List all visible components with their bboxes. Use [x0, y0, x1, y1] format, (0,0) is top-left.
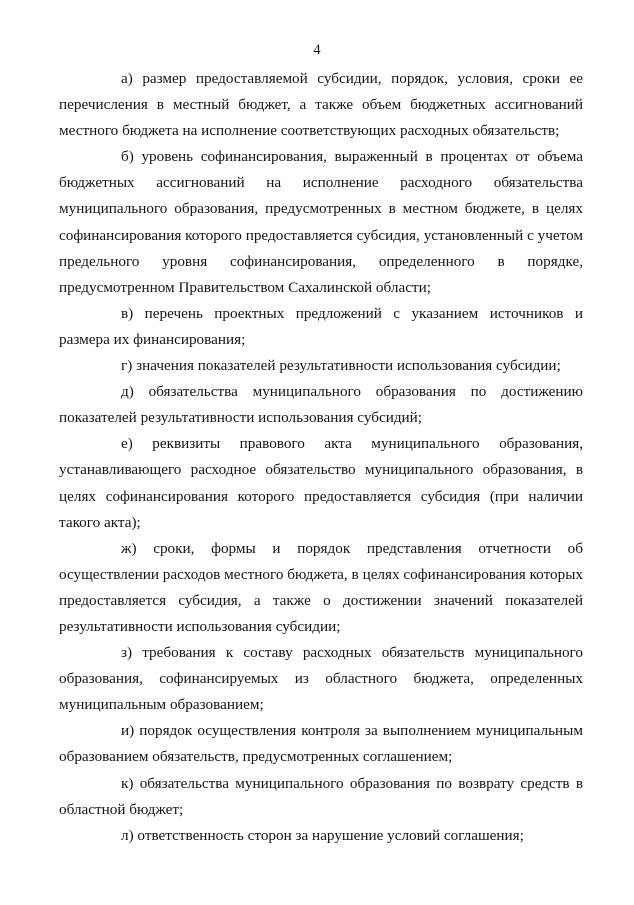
document-body: [59, 66, 583, 849]
paragraph-k: к) обязательства муниципального образования по возврату средств в областной бюджет;: [59, 774, 583, 818]
paragraph-zh: ж) сроки, формы и порядок представления отчетности об осуществлении расходов местного бюджета, в целях софинансирования которых предоставляется субсидия, а также о достижении значений показателей результативности использования субсидии;: [59, 539, 583, 635]
paragraph-b: б) уровень софинансирования, выраженный в процентах от объема бюджетных ассигнований на исполнение расходного обязательства муниципального образования, предусмотренных в местном бюджете, в целях софинансирования которого предоставляется субсидия, установленный с учетом предельного уровня софинансирования, определенного в порядке, предусмотренном Правительством Сахалинской области;: [59, 148, 583, 296]
paragraph-g: г) значения показателей результативности использования субсидии;: [121, 357, 561, 375]
paragraph-i: и) порядок осуществления контроля за выполнением муниципальным образованием обязательств, предусмотренных соглашением;: [59, 722, 583, 766]
page-number: 4: [313, 42, 321, 58]
paragraph-d: д) обязательства муниципального образования по достижению показателей результативности использования субсидий;: [59, 383, 583, 427]
paragraph-a: а) размер предоставляемой субсидии, порядок, условия, сроки ее перечисления в местный бюджет, а также объем бюджетных ассигнований местного бюджета на исполнение соответствующих расходных обязательств;: [59, 70, 583, 140]
paragraph-l: л) ответственность сторон за нарушение условий соглашения;: [121, 826, 524, 844]
paragraph-v: в) перечень проектных предложений с указанием источников и размера их финансирования;: [59, 304, 583, 348]
paragraph-e: е) реквизиты правового акта муниципального образования, устанавливающего расходное обязательство муниципального образования, в целях софинансирования которого предоставляется субсидия (при наличии такого акта);: [59, 435, 583, 531]
paragraph-z: з) требования к составу расходных обязательств муниципального образования, софинансируемых из областного бюджета, определенных муниципальным образованием;: [59, 644, 583, 714]
